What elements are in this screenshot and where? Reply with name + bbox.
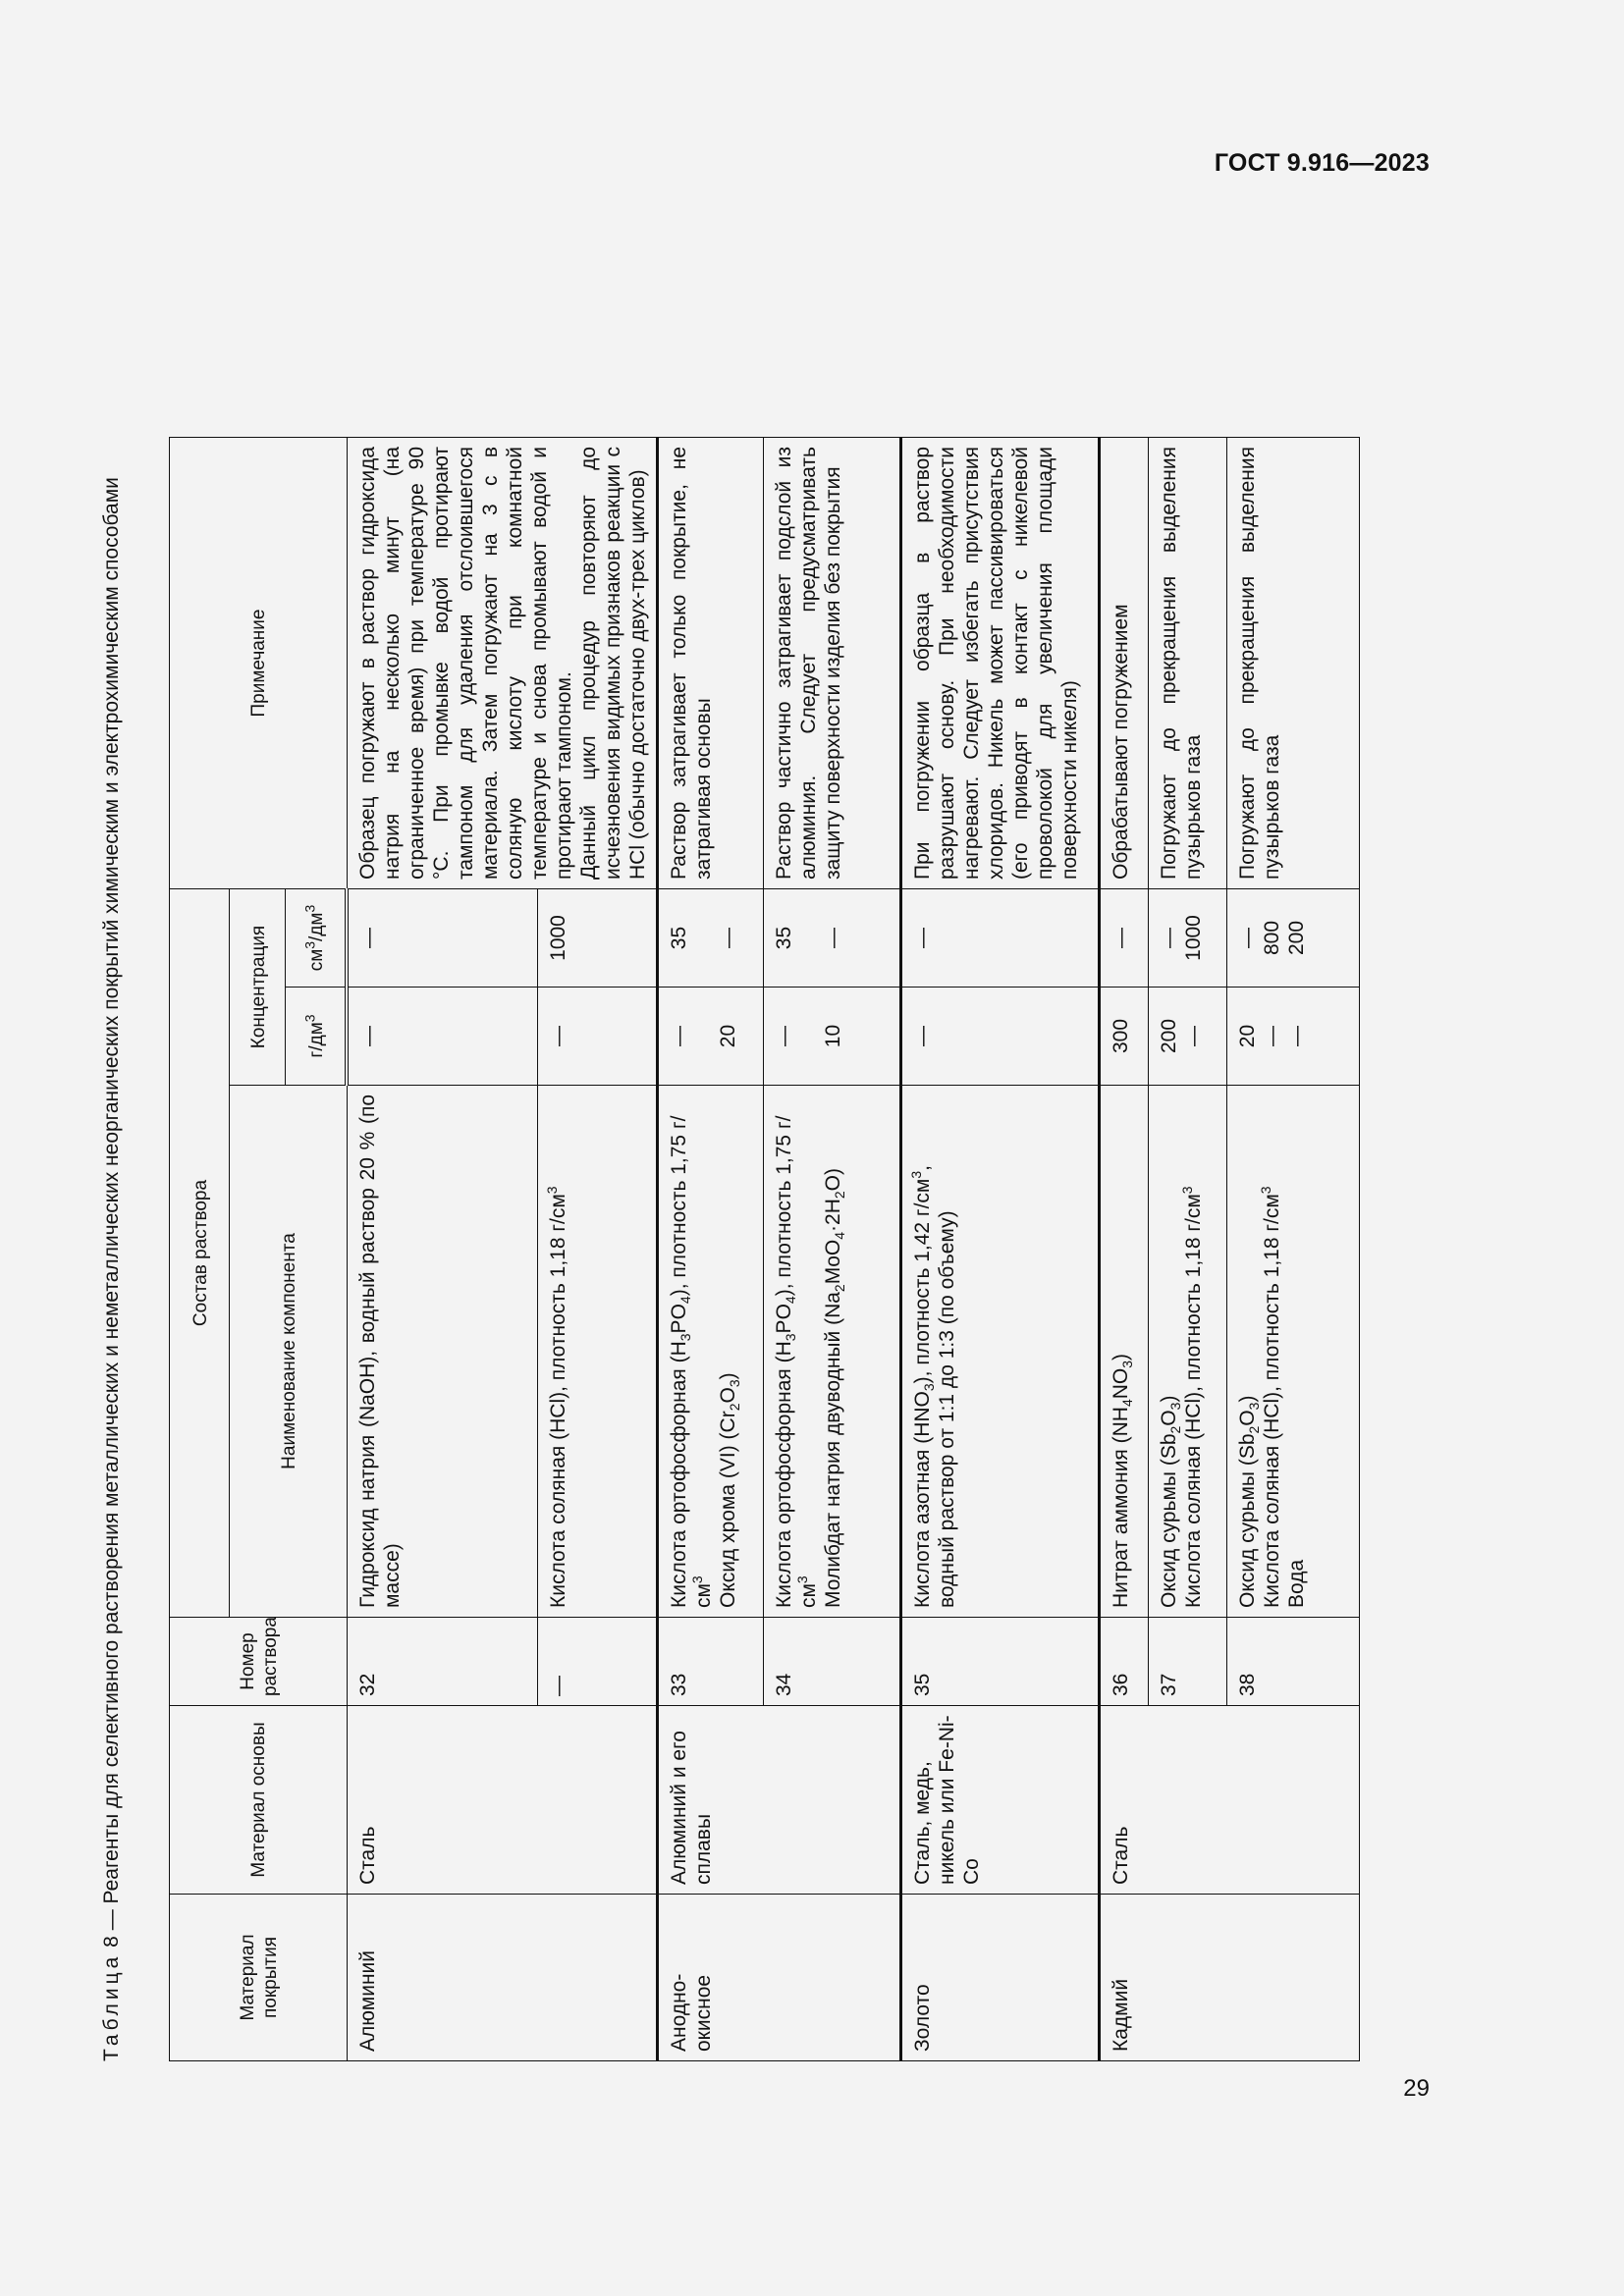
table-row: [347, 438, 538, 2061]
header-row-1: [170, 438, 230, 2061]
conc-g-cell: 20 — —: [1226, 988, 1359, 1086]
table-caption: Таблица 8 — Реагенты для селективного растворения металлических и неметаллических неорганических покрытий химическим и электрохимическим способами: [100, 477, 123, 2061]
component-cell: Кислота ортофосфорная $(H_3PO_4)$, плотность 1,75 $г/см^3$ Оксид хрома (VI) $(Cr_2O_3)$: [657, 1086, 763, 1618]
reagents-table: [169, 437, 1360, 2061]
header-composition: Состав раствора: [170, 889, 230, 1618]
table-row: [900, 438, 1099, 2061]
note-cell: Погружают до прекращения выделения пузырьков газа: [1148, 438, 1226, 889]
conc-cm-cell: —: [900, 889, 1099, 988]
conc-cm-cell: 35 —: [657, 889, 763, 988]
note-cell: Раствор затрагивает только покрытие, не затрагивая основы: [657, 438, 763, 889]
caption-prefix: Таблица: [100, 1952, 123, 2061]
conc-g-cell: — 20: [657, 988, 763, 1086]
header-concentration: Концентрация: [230, 889, 286, 1086]
header-solution-no: Номер раствора: [170, 1618, 348, 1706]
note-cell: Обрабатывают погружением: [1099, 438, 1148, 889]
coating-cell: Золото: [900, 1895, 1099, 2061]
table-row: [657, 438, 763, 2061]
note-cell: Раствор частично затрагивает подслой из алюминия. Следует предусматривать защиту поверхности изделия без покрытия: [763, 438, 900, 889]
conc-g-cell: 200 —: [1148, 988, 1226, 1086]
coating-cell: Анодно-окисное: [657, 1895, 900, 2061]
caption-text: Реагенты для селективного растворения металлических и неметаллических неорганических покрытий химическим и электрохимическим способами: [100, 477, 123, 1904]
component-cell: Кислота азотная $(HNO_3)$, плотность 1,42 $г/см^3$, водный раствор от 1:1 до 1:3 (по объему): [900, 1086, 1099, 1618]
base-cell: Сталь: [347, 1706, 657, 1895]
header-component: Наименование компонента: [230, 1086, 348, 1618]
conc-cm-cell: 1000: [538, 889, 657, 988]
component-cell: Оксид сурьмы $(Sb_2O_3)$ Кислота соляная (HCl), плотность 1,18 $г/см^3$ Вода: [1226, 1086, 1359, 1618]
component-cell: Кислота ортофосфорная $(H_3PO_4)$, плотность 1,75 $г/см^3$ Молибдат натрия двуводный $(Na_2MoO_4\cdot 2H_2O)$: [763, 1086, 900, 1618]
header-unit-cm: $см^3/дм^3$: [286, 889, 348, 988]
table-row: [1099, 438, 1148, 2061]
component-cell: Гидроксид натрия (NaOH), водный раствор 20 % (по массе): [347, 1086, 538, 1618]
conc-cm-cell: — 1000: [1148, 889, 1226, 988]
header-coating: Материал покрытия: [170, 1895, 348, 2061]
solution-no-cell: 34: [763, 1618, 900, 1706]
conc-cm-cell: —: [347, 889, 538, 988]
note-cell: Образец погружают в раствор гидроксида натрия на несколько минут (на ограниченное время) при температуре 90 °С. При промывке водой протирают тампоном для удаления отслоившегося материала. Затем погружают на 3 с в соляную кислоту при комнатной температуре и снова промывают водой и протирают тампоном. Данный цикл процедур повторяют до исчезновения видимых признаков реакции с HCl (обычно достаточно двух-трех циклов): [347, 438, 657, 889]
conc-g-cell: —: [900, 988, 1099, 1086]
component-cell: Нитрат аммония $(NH_4NO_3)$: [1099, 1086, 1148, 1618]
note-cell: При погружении образца в раствор разрушают основу. При необходимости нагревают. Следует избегать присутствия хлоридов. Никель может пассивироваться (его приводят в контакт с никелевой проволокой для увеличения площади поверхности никеля): [900, 438, 1099, 889]
rotated-table-page: [98, 224, 1394, 2061]
solution-no-cell: 32: [347, 1618, 538, 1706]
note-cell: Погружают до прекращения выделения пузырьков газа: [1226, 438, 1359, 889]
solution-no-cell: 38: [1226, 1618, 1359, 1706]
component-cell: Кислота соляная (HCl), плотность 1,18 $г/см^3$: [538, 1086, 657, 1618]
conc-g-cell: — 10: [763, 988, 900, 1086]
caption-number: 8: [100, 1936, 123, 1948]
component-cell: Оксид сурьмы $(Sb_2O_3)$ Кислота соляная (HCl), плотность 1,18 $г/см^3$: [1148, 1086, 1226, 1618]
document-id: ГОСТ 9.916—2023: [1214, 149, 1430, 177]
conc-cm-cell: —: [1099, 889, 1148, 988]
header-unit-g: $г/дм^3$: [286, 988, 348, 1086]
solution-no-cell: 33: [657, 1618, 763, 1706]
conc-cm-cell: 35 —: [763, 889, 900, 988]
conc-g-cell: 300: [1099, 988, 1148, 1086]
coating-cell: Алюминий: [347, 1895, 657, 2061]
base-cell: Сталь: [1099, 1706, 1359, 1895]
solution-no-cell: 37: [1148, 1618, 1226, 1706]
solution-no-cell: 36: [1099, 1618, 1148, 1706]
solution-no-cell: 35: [900, 1618, 1099, 1706]
conc-g-cell: —: [538, 988, 657, 1086]
header-base: Материал основы: [170, 1706, 348, 1895]
page-number: 29: [1403, 2075, 1430, 2102]
coating-cell: Кадмий: [1099, 1895, 1359, 2061]
conc-g-cell: —: [347, 988, 538, 1086]
base-cell: Алюминий и его сплавы: [657, 1706, 900, 1895]
base-cell: Сталь, медь, никель или Fe-Ni-Co: [900, 1706, 1099, 1895]
header-note: Примечание: [170, 438, 348, 889]
conc-cm-cell: — 800 200: [1226, 889, 1359, 988]
solution-no-cell: —: [538, 1618, 657, 1706]
